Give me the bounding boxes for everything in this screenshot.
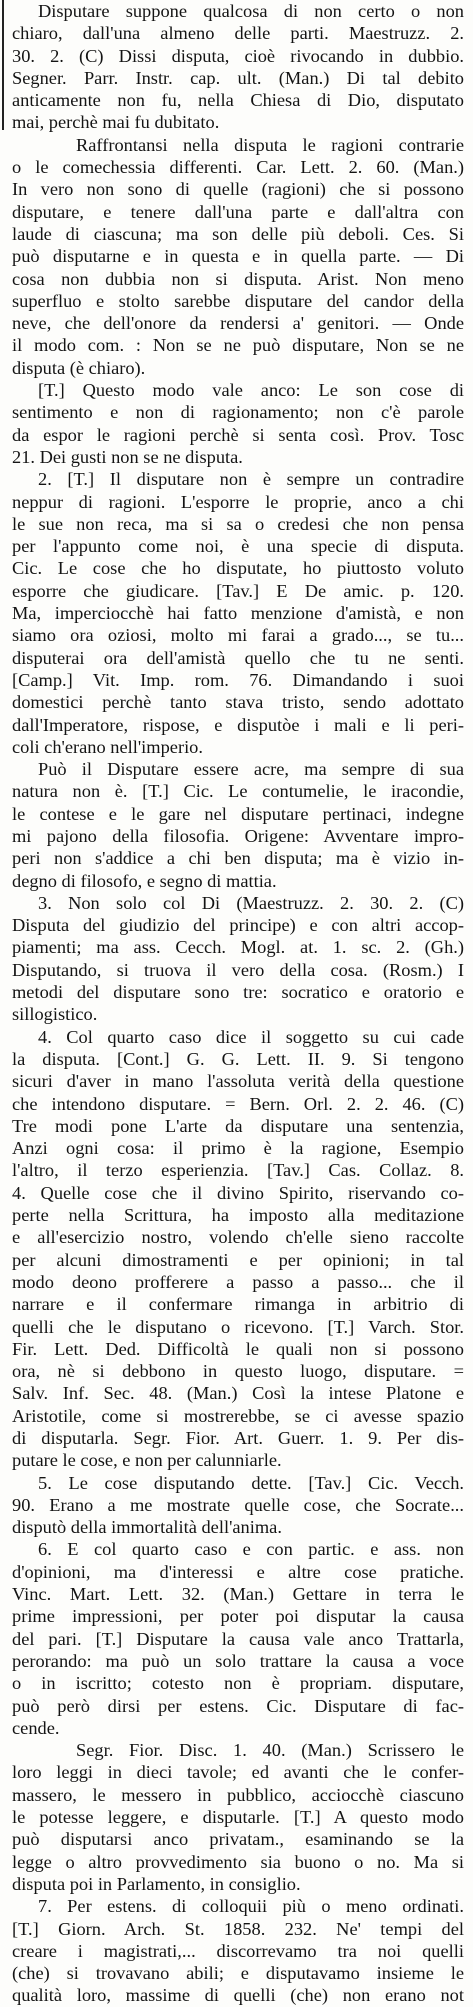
text-line: peri non s'addice a chi ben disputa; ma è vizio in-: [12, 848, 464, 869]
text-line: massero, le messero in pubblico, acciocchè ciascuno: [12, 1784, 464, 1805]
text-line: [T.] Questo modo vale anco: Le son cose di: [38, 380, 464, 401]
text-line: mi pajono della filosofia. Origene: Avventare impro-: [12, 825, 464, 846]
text-line: metodi del disputare sono tre: socratico e oratorio e: [12, 982, 464, 1003]
text-line: Fir. Lett. Ded. Difficoltà le quali non si possono: [12, 1338, 464, 1359]
text-line: chiaro, dall'una almeno delle parti. Maestruzz. 2.: [12, 23, 464, 44]
text-line: disputare, e tenere dall'una parte e dall'altra con: [12, 201, 464, 222]
text-line: del pari. [T.] Disputare la causa vale anco Trattarla,: [12, 1628, 464, 1649]
text-line: neve, che dell'onore da rendersi a' genitori. — Onde: [12, 313, 464, 334]
text-line: mai, perchè mai fu dubitato.: [12, 112, 220, 133]
text-line: In vero non sono di quelle (ragioni) che si possono: [12, 179, 464, 200]
text-line: di disputarla. Segr. Fior. Art. Guerr. 1. 9. Per dis-: [12, 1428, 464, 1448]
text-line: le contese e le gare nel disputare pertinaci, indegne: [12, 803, 464, 824]
text-line: la disputa. [Cont.] G. G. Lett. II. 9. Si tengono: [12, 1048, 464, 1069]
text-line: putare le cose, e non per calunniarle.: [12, 1450, 282, 1471]
text-line: disputa (è chiaro).: [12, 357, 146, 378]
text-line: disputò della immortalità dell'anima.: [12, 1517, 282, 1538]
text-line: Aristotile, come si mostrerebbe, se ci avesse spazio: [12, 1405, 464, 1426]
text-line: 3. Non solo col Di (Maestruzz. 2. 30. 2. (C): [38, 892, 464, 913]
text-line: degno di filosofo, e segno di mattia.: [12, 870, 277, 891]
text-line: qualità loro, massime di quelli (che) non erano not: [12, 1985, 464, 2006]
text-line: creare i magistrati,... discorrevamo tra noi quelli: [12, 1940, 464, 1961]
text-line: neppur di ragioni. L'esporre le proprie, anco a chi: [12, 491, 464, 512]
text-line: natura non è. [T.] Cic. Le contumelie, le iracondie,: [12, 781, 464, 802]
text-line: 6. E col quarto caso e con partic. e ass. non: [38, 1539, 464, 1560]
text-line: legge o altro provvedimento sia buono o no. Ma si: [12, 1851, 464, 1872]
text-line: esporre che giudicare. [Tav.] E De amic. p. 120.: [12, 580, 464, 601]
text-line: perte nella Scrittura, ha imposto alla meditazione: [12, 1205, 464, 1226]
text-line: superfluo e stolto sarebbe disputare del candor della: [12, 290, 464, 311]
text-line: prime impressioni, per poter poi disputar la causa: [12, 1606, 464, 1627]
text-line: 90. Erano a me mostrate quelle cose, che Socrate...: [12, 1494, 464, 1515]
text-line: quelli che le disputano o ricevono. [T.] Varch. Stor.: [12, 1316, 464, 1337]
dictionary-entry-text: [12, 0, 464, 2007]
text-line: cende.: [12, 1717, 60, 1738]
text-line: Disputando, si truova il vero della cosa. (Rosm.) I: [12, 959, 464, 980]
text-line: Segner. Parr. Instr. cap. ult. (Man.) Di tal debito: [12, 67, 464, 88]
text-line: piamenti; ma ass. Cecch. Mogl. at. 1. sc. 2. (Gh.): [12, 937, 464, 958]
text-line: disputerai ora dell'amistà quello che tu ne senti.: [12, 647, 464, 668]
text-line: siamo ora oziosi, molto mi farai a grado..., se tu...: [12, 625, 464, 646]
text-line: dall'Imperatore, rispose, e disputòe i mali e li peri-: [12, 714, 464, 735]
text-line: cosa non dubbia non si disputa. Arist. Non meno: [12, 268, 464, 289]
text-line: può disputarne e in questa e in quella parte. — Di: [12, 246, 464, 267]
text-line: per alcuni dimostramenti e per opinioni; in tal: [12, 1249, 464, 1270]
text-line: Salv. Inf. Sec. 48. (Man.) Così la intese Platone e: [12, 1383, 464, 1404]
text-line: [Camp.] Vit. Imp. rom. 76. Dimandando i suoi: [12, 669, 464, 690]
text-line: può però dirsi per estens. Cic. Disputare di fac-: [12, 1695, 464, 1716]
text-line: o in iscritto; cotesto non è propriam. disputare,: [12, 1673, 464, 1694]
text-line: ora, nè si debbono in questo luogo, disputare. =: [12, 1361, 464, 1382]
text-line: 2. [T.] Il disputare non è sempre un contradire: [38, 469, 464, 490]
text-line: domestici perchè tanto stava tristo, sendo adottato: [12, 692, 464, 713]
text-line: anticamente non fu, nella Chiesa di Dio, disputato: [12, 90, 464, 111]
text-line: 21. Dei gusti non se ne disputa.: [12, 446, 243, 467]
text-line: e all'esercizio nostro, volendo ch'elle sieno raccolte: [12, 1227, 464, 1248]
text-line: 30. 2. (C) Dissi disputa, cioè rivocando in dubbio.: [12, 45, 464, 66]
text-line: d'opinioni, ma d'interessi e altre cose pratiche.: [12, 1561, 464, 1582]
text-line: 7. Per estens. di colloquii più o meno ordinati.: [38, 1896, 464, 1917]
text-line: Ma, imperciocchè hai fatto menzione d'amistà, e non: [12, 603, 464, 624]
text-line: sentimento e non di ragionamento; non c'è parole: [12, 402, 464, 423]
text-line: Tre modi pone L'arte da disputare una sentenzia,: [12, 1115, 464, 1136]
text-line: Può il Disputare essere acre, ma sempre di sua: [38, 759, 464, 780]
text-line: Disputare suppone qualcosa di non certo o non: [38, 1, 464, 21]
text-line: narrare e il confermare rimanga in arbitrio di: [12, 1294, 464, 1315]
text-line: loro leggi in dieci tavole; ed avanti che le confer-: [12, 1762, 464, 1783]
text-line: [T.] Giorn. Arch. St. 1858. 232. Ne' tempi del: [12, 1918, 464, 1939]
text-line: laude di ciascuna; ma son delle più deboli. Ces. Si: [12, 223, 464, 244]
text-line: Cic. Le cose che ho disputate, ho piuttosto voluto: [12, 558, 464, 579]
text-line: sillogistico.: [12, 1004, 98, 1025]
text-line: le potesse leggere, e disputarle. [T.] A questo modo: [12, 1807, 464, 1828]
text-line: (che) si trovavano abili; e disputavamo insieme le: [12, 1963, 464, 1984]
text-line: coli ch'erano nell'imperio.: [12, 736, 203, 757]
text-line: disputa poi in Parlamento, in consiglio.: [12, 1873, 301, 1894]
text-line: modo deono profferere a passo a passo... che il: [12, 1271, 464, 1292]
text-line: l'altro, il terzo esperienzia. [Tav.] Cas. Collaz. 8.: [12, 1160, 464, 1181]
text-line: Anzi ogni cosa: il primo è la ragione, Esempio: [12, 1138, 464, 1159]
text-line: il modo com. : Non se ne può disputare, Non se ne: [12, 335, 464, 356]
text-line: o le comechessia differenti. Car. Lett. 2. 60. (Man.): [12, 157, 464, 178]
text-line: può disputarsi anco privatam., esaminando se la: [12, 1829, 464, 1850]
column-rule: [2, 0, 4, 130]
text-line: 5. Le cose disputando dette. [Tav.] Cic. Vecch.: [38, 1472, 464, 1493]
text-line: per l'appunto come noi, è una specie di disputa.: [12, 536, 464, 557]
text-line: che intendono disputare. = Bern. Orl. 2. 2. 46. (C): [12, 1093, 464, 1114]
text-line: le sue non reca, ma si sa o credesi che non pensa: [12, 513, 464, 534]
text-line: da espor le ragioni perchè si senta così. Prov. Tosc: [12, 424, 464, 445]
text-line: 4. Quelle cose che il divino Spirito, riservando co-: [12, 1182, 464, 1203]
text-line: Raffrontansi nella disputa le ragioni contrarie: [76, 134, 464, 155]
text-line: 4. Col quarto caso dice il soggetto su cui cade: [38, 1026, 464, 1047]
text-line: Disputa del giudizio del principe) e con altri accop-: [12, 915, 464, 936]
text-line: perorando: ma può un solo trattare la causa a voce: [12, 1650, 464, 1671]
text-line: Vinc. Mart. Lett. 32. (Man.) Gettare in terra le: [12, 1584, 464, 1605]
text-line: sicuri d'aver in mano l'assoluta verità della questione: [12, 1071, 464, 1092]
text-line: Segr. Fior. Disc. 1. 40. (Man.) Scrissero le: [76, 1740, 464, 1761]
